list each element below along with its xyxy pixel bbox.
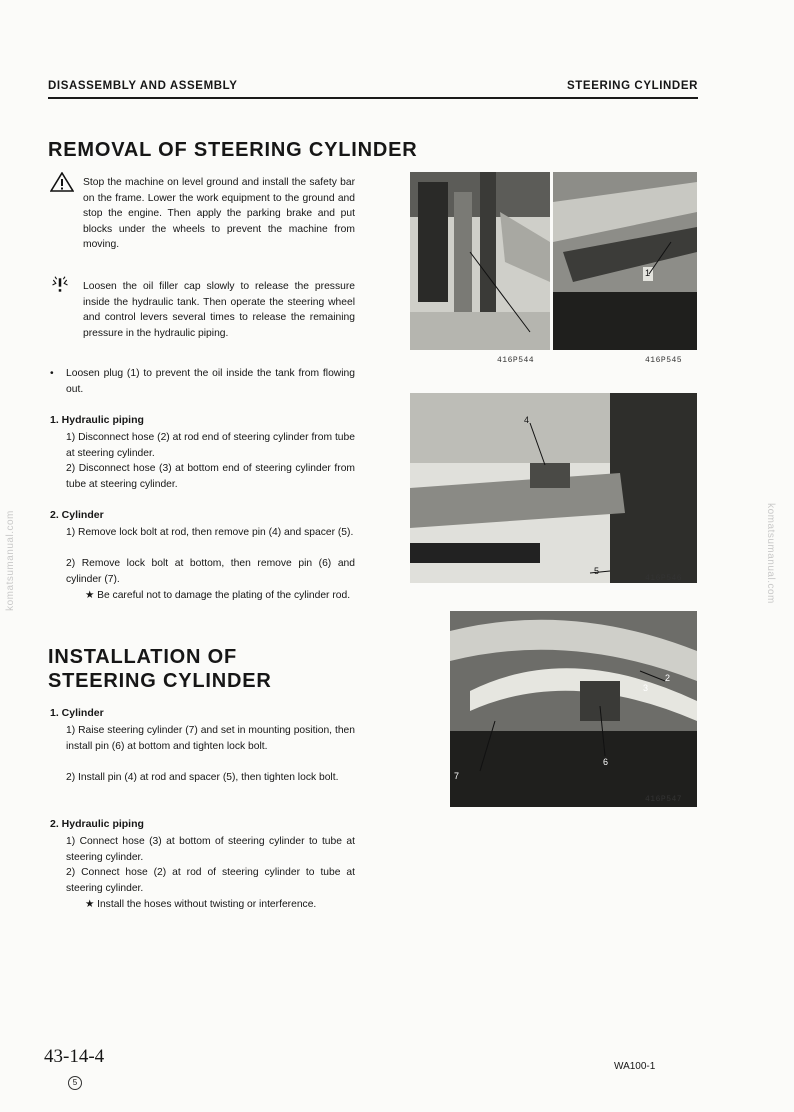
installation-hydraulic-note: ★ Install the hoses without twisting or interference. bbox=[85, 899, 317, 910]
photo-416p547-callout-7: 7 bbox=[454, 771, 460, 781]
removal-hydraulic-step-2: 2) Disconnect hose (3) at bottom end of steering cylinder from tube at steering cylinder. bbox=[66, 463, 355, 490]
installation-cylinder-step-2: 2) Install pin (4) at rod and spacer (5), then tighten lock bolt. bbox=[66, 772, 339, 783]
removal-cylinder-step-2: 2) Remove lock bolt at bottom, then remove pin (6) and cylinder (7). bbox=[66, 558, 355, 585]
photo-416p545-image bbox=[553, 172, 697, 350]
removal-cylinder-step-1: 1) Remove lock bolt at rod, then remove pin (4) and spacer (5). bbox=[66, 527, 354, 538]
photo-416p544 bbox=[410, 172, 550, 350]
installation-hydraulic-step-2: 2) Connect hose (2) at rod of steering cylinder to tube at steering cylinder. bbox=[66, 867, 355, 894]
installation-cylinder-title: 1. Cylinder bbox=[50, 707, 104, 719]
bullet-icon: • bbox=[50, 368, 54, 379]
removal-bullet-text: Loosen plug (1) to prevent the oil inside the tank from flowing out. bbox=[66, 368, 355, 395]
photo-416p547-callout-2: 2 bbox=[665, 673, 671, 683]
warning-triangle-icon bbox=[50, 172, 74, 192]
installation-title-line-2: STEERING CYLINDER bbox=[48, 670, 272, 692]
photo-416p546-caption: 416P546 bbox=[645, 574, 683, 583]
photo-416p546-callout-5: 5 bbox=[594, 566, 600, 576]
installation-title-line-1: INSTALLATION OF bbox=[48, 646, 238, 668]
watermark-left: komatsumanual.com bbox=[4, 510, 16, 611]
photo-416p547-callout-6: 6 bbox=[603, 757, 609, 767]
removal-warning-1: Stop the machine on level ground and install the safety bar on the frame. Lower the work equipment to the ground and stop the engine. Then apply the parking brake and put blocks under the wheels to prevent the machine from moving. bbox=[83, 177, 355, 250]
photo-416p545-callout-1: 1 bbox=[645, 268, 651, 278]
photo-416p547-caption: 416P547 bbox=[645, 795, 683, 804]
removal-cylinder-note: ★ Be careful not to damage the plating of the cylinder rod. bbox=[85, 590, 351, 601]
photo-416p544-caption: 416P544 bbox=[497, 356, 535, 365]
photo-416p546 bbox=[410, 393, 697, 583]
photo-416p547-callout-3: 3 bbox=[643, 683, 649, 693]
installation-hydraulic-title: 2. Hydraulic piping bbox=[50, 818, 144, 830]
photo-416p546-image bbox=[410, 393, 697, 583]
photo-416p544-image bbox=[410, 172, 550, 350]
removal-title: REMOVAL OF STEERING CYLINDER bbox=[48, 139, 418, 161]
photo-416p545-caption: 416P545 bbox=[645, 356, 683, 365]
page-number: 43-14-4 bbox=[44, 1046, 105, 1067]
header-section-title: DISASSEMBLY AND ASSEMBLY bbox=[48, 80, 238, 92]
removal-warning-2: Loosen the oil filler cap slowly to release the pressure inside the hydraulic tank. Then operate the steering wheel and control levers several times to release the remaining pressure in the hydraulic piping. bbox=[83, 281, 355, 339]
photo-416p547 bbox=[450, 611, 697, 807]
removal-cylinder-title: 2. Cylinder bbox=[50, 509, 104, 521]
removal-hydraulic-title: 1. Hydraulic piping bbox=[50, 414, 144, 426]
installation-hydraulic-step-1: 1) Connect hose (3) at bottom of steering cylinder to tube at steering cylinder. bbox=[66, 836, 355, 863]
photo-416p547-image bbox=[450, 611, 697, 807]
header-rule bbox=[48, 97, 698, 99]
installation-cylinder-step-1: 1) Raise steering cylinder (7) and set in mounting position, then install pin (6) at bottom and tighten lock bolt. bbox=[66, 725, 355, 752]
photo-416p545 bbox=[553, 172, 697, 350]
revision-mark: 5 bbox=[68, 1076, 82, 1090]
header-chapter-title: STEERING CYLINDER bbox=[567, 80, 698, 92]
watermark-right: komatsumanual.com bbox=[764, 503, 776, 604]
model-code: WA100-1 bbox=[614, 1061, 656, 1072]
pressure-warning-icon bbox=[48, 275, 72, 295]
photo-416p546-callout-4: 4 bbox=[524, 415, 530, 425]
removal-hydraulic-step-1: 1) Disconnect hose (2) at rod end of steering cylinder from tube at steering cylinder. bbox=[66, 432, 355, 459]
